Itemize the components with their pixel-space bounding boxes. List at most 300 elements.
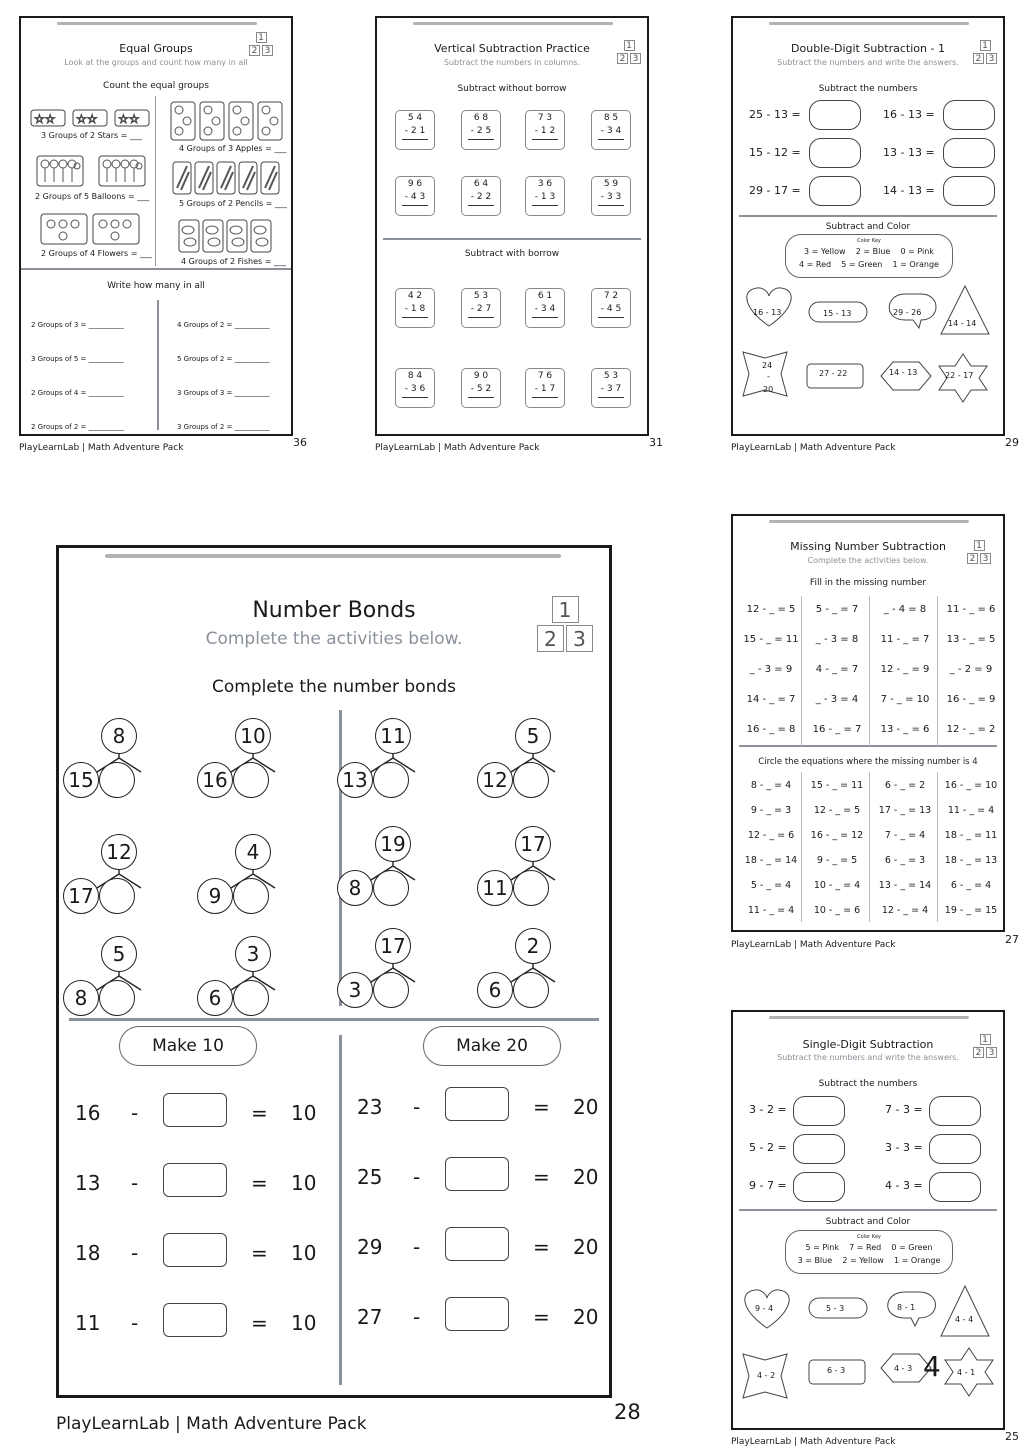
bond-part-circle: 17 [63,878,99,914]
write-how-many-right [177,308,292,444]
answer-box[interactable] [929,1134,981,1164]
bond-empty-circle[interactable] [373,972,409,1008]
equation-cell[interactable]: 12 - _ = 2 [946,724,996,735]
shape-label: 4 - 3 [894,1364,913,1373]
answer-line [402,317,428,318]
answer-line [598,205,624,206]
answer-line [598,397,624,398]
section-heading: Count the equal groups [103,81,209,91]
vertical-subtraction-card[interactable] [591,176,631,216]
number-block-cube: 3 [986,1047,997,1058]
shape-label: 4 - 2 [757,1371,776,1380]
minuend: 5 3 [603,371,619,381]
minus-sign: - [413,1095,421,1119]
number-block-cube: 2 [973,53,984,64]
bond-part-circle: 6 [477,972,513,1008]
page-footer: PlayLearnLab | Math Adventure Pack [731,1437,896,1447]
top-bar [769,22,969,25]
bond-part-circle: 11 [477,870,513,906]
color-key-row: 4 = Red 5 = Green 1 = Orange [799,260,939,269]
svg-text:☆☆: ☆☆ [34,112,56,126]
worksheet-page-25 [731,1010,1005,1430]
answer-box[interactable] [929,1096,981,1126]
equation: 29 - 17 = [749,184,801,197]
answer-line [402,397,428,398]
page-number: 29 [1005,436,1019,449]
number-block-cube: 3 [986,53,997,64]
equal-groups-item: 4 Groups of 2 Fishes = ___ [181,257,286,266]
bond-empty-circle[interactable] [373,762,409,798]
equation-cell[interactable]: 16 - _ = 9 [946,694,996,705]
bond-whole-circle: 11 [375,718,411,754]
answer-line [468,317,494,318]
bond-whole-circle: 5 [101,936,137,972]
number-blocks-icon [617,40,645,66]
bond-empty-circle[interactable] [99,762,135,798]
equation-cell[interactable]: 16 - _ = 7 [812,724,862,735]
number-blocks-icon [967,540,999,566]
grid-divider [801,596,802,746]
bond-empty-circle[interactable] [513,972,549,1008]
equation-cell[interactable]: 16 - _ = 10 [944,780,998,791]
grid-divider [869,772,870,922]
equation-line[interactable]: 2 Groups of 4 = __________ [31,389,124,397]
page-subtitle: Subtract the numbers and write the answers. [777,58,959,67]
equation-line[interactable]: 2 Groups of 3 = __________ [31,321,124,329]
shape-label: 14 - 13 [889,368,918,377]
answer-box[interactable] [943,100,995,130]
number-block-cube: 1 [974,540,985,551]
answer-box[interactable] [809,100,861,130]
subtrahend: - 3 4 [534,304,556,314]
bond-empty-circle[interactable] [373,870,409,906]
equation-cell[interactable]: 5 - _ = 4 [750,880,792,891]
stars-picture [31,108,151,128]
page-footer: PlayLearnLab | Math Adventure Pack [731,443,896,453]
equation-cell[interactable]: 17 - _ = 13 [878,805,932,816]
vertical-subtraction-card[interactable] [461,368,501,408]
equation-cell[interactable]: 7 - _ = 4 [884,830,926,841]
answer-box[interactable] [445,1087,509,1121]
bond-empty-circle[interactable] [513,762,549,798]
bond-whole-circle: 17 [515,826,551,862]
minuend: 6 1 [537,291,553,301]
equal-groups-item: 4 Groups of 3 Apples = ___ [179,144,287,153]
answer-box[interactable] [163,1163,227,1197]
equation-cell[interactable]: 6 - _ = 4 [950,880,992,891]
equation: 5 - 2 = [749,1141,787,1154]
minuend: 8 5 [603,113,619,123]
equals-sign: = [251,1171,268,1195]
answer-box[interactable] [943,176,995,206]
equals-sign: = [251,1241,268,1265]
answer-box[interactable] [793,1172,845,1202]
equation-cell[interactable]: 18 - _ = 13 [944,855,998,866]
top-bar [769,520,969,523]
equation-cell[interactable]: 19 - _ = 15 [944,905,998,916]
equation-cell[interactable]: 10 - _ = 4 [813,880,861,891]
page-number: 31 [649,436,663,449]
equation-cell[interactable]: 9 - _ = 5 [816,855,858,866]
worksheet-page-36 [19,16,293,436]
bond-part-circle: 16 [197,762,233,798]
subtrahend: - 4 5 [600,304,622,314]
equation: 4 - 3 = [885,1179,923,1192]
section-heading: Circle the equations where the missing number is 4 [758,757,978,767]
equation-cell[interactable]: 10 - _ = 6 [813,905,861,916]
minuend: 7 6 [537,371,553,381]
subtrahend: - 3 7 [600,384,622,394]
divider [69,1018,599,1021]
bond-whole-circle: 8 [101,718,137,754]
top-bar [105,554,561,558]
number-block-cube: 1 [624,40,635,51]
equation-line[interactable]: 3 Groups of 5 = __________ [31,355,124,363]
number-block-cube: 2 [973,1047,984,1058]
answer-line [468,205,494,206]
number-blocks-icon [973,1034,1001,1060]
worksheet-page-27 [731,514,1005,932]
divider [155,96,156,266]
answer-line [468,139,494,140]
equals-sign: = [251,1311,268,1335]
page-footer: PlayLearnLab | Math Adventure Pack [19,443,184,453]
minuend: 8 4 [407,371,423,381]
minuend: 18 [75,1241,101,1265]
page-footer: PlayLearnLab | Math Adventure Pack [56,1414,367,1434]
top-bar [57,22,257,25]
subtrahend: - 2 2 [470,192,492,202]
page-number: 27 [1005,933,1019,946]
equation: 16 - 13 = [883,108,935,121]
equation-cell[interactable]: 14 - _ = 7 [746,694,796,705]
subtrahend: - 2 5 [470,126,492,136]
worksheet-page-31 [375,16,649,436]
equation-cell[interactable]: 9 - _ = 3 [750,805,792,816]
equation-cell[interactable]: 12 - _ = 4 [881,905,929,916]
divider [339,1035,342,1385]
equation-cell[interactable]: 12 - _ = 5 [746,604,796,615]
subtrahend: - 2 1 [404,126,426,136]
shape-label: 24 [762,361,773,370]
vertical-subtraction-card[interactable] [525,176,565,216]
vertical-subtraction-card[interactable] [395,110,435,150]
equation-line[interactable]: 5 Groups of 2 = __________ [177,355,270,363]
divider [21,268,291,270]
number-block-cube: 1 [552,596,579,623]
subtrahend: - 1 2 [534,126,556,136]
vertical-subtraction-card[interactable] [461,176,501,216]
shape-label: 22 - 17 [945,371,974,380]
equation-cell[interactable]: 15 - _ = 11 [810,780,864,791]
equation-cell[interactable]: _ - 3 = 8 [815,634,859,645]
shape-label: 15 - 13 [823,309,852,318]
equation: 13 - 13 = [883,146,935,159]
equation: 7 - 3 = [885,1103,923,1116]
page-title: Number Bonds [252,598,416,623]
bond-part-circle: 13 [337,762,373,798]
vertical-subtraction-card[interactable] [591,288,631,328]
divider [339,710,342,1006]
equation-cell[interactable]: 18 - _ = 11 [944,830,998,841]
subtrahend: - 1 3 [534,192,556,202]
target-result: 10 [291,1101,317,1125]
fishes-picture [179,218,279,254]
answer-line [598,139,624,140]
minuend: 7 2 [603,291,619,301]
page-number: 25 [1005,1430,1019,1443]
section-heading: Subtract without borrow [457,84,567,94]
make-20-label: Make 20 [423,1026,561,1066]
bond-whole-circle: 10 [235,718,271,754]
equation-line[interactable]: 4 Groups of 2 = __________ [177,321,270,329]
equation-cell[interactable]: 11 - _ = 4 [947,805,995,816]
bond-part-circle: 9 [197,878,233,914]
bond-part-circle: 6 [197,980,233,1016]
bond-whole-circle: 17 [375,928,411,964]
answer-box[interactable] [943,138,995,168]
grid-divider [937,596,938,746]
shape-label: 4 - 4 [955,1315,974,1324]
answer-box[interactable] [809,138,861,168]
target-result: 20 [573,1235,599,1259]
number-blocks-icon [973,40,1001,66]
color-shapes [733,1284,1007,1414]
page-subtitle: Complete the activities below. [807,556,929,565]
flowers-picture [41,212,141,246]
number-block-cube: 1 [256,32,267,43]
color-key-row: 3 = Yellow 2 = Blue 0 = Pink [804,247,934,256]
bond-part-circle: 8 [63,980,99,1016]
color-key [785,234,953,278]
minuend: 16 [75,1101,101,1125]
equation-cell[interactable]: 13 - _ = 6 [880,724,930,735]
page-number: 36 [293,436,307,449]
number-block-cube: 3 [262,45,273,56]
bond-whole-circle: 5 [515,718,551,754]
page-subtitle: Subtract the numbers and write the answers. [777,1053,959,1062]
equation-cell[interactable]: _ - 3 = 4 [815,694,859,705]
bond-whole-circle: 4 [235,834,271,870]
number-blocks-icon [249,32,281,58]
subtrahend: - 1 7 [534,384,556,394]
number-block-cube: 1 [980,40,991,51]
subtrahend: - 5 2 [470,384,492,394]
number-block-cube: 2 [537,625,564,652]
answer-line [532,317,558,318]
svg-text:☆☆: ☆☆ [118,112,140,126]
equation-cell[interactable]: 6 - _ = 2 [884,780,926,791]
vertical-subtraction-card[interactable] [525,288,565,328]
page-title: Equal Groups [119,42,193,55]
equation-cell[interactable]: 7 - _ = 10 [880,694,930,705]
shape-label: 16 - 13 [753,308,782,317]
triangle-shape [941,1286,989,1336]
answer-box[interactable] [445,1297,509,1331]
page-subtitle: Look at the groups and count how many in all [64,58,248,67]
equation: 15 - 12 = [749,146,801,159]
minuend: 27 [357,1305,383,1329]
section-heading: Subtract with borrow [464,249,560,259]
bond-whole-circle: 2 [515,928,551,964]
equation-cell[interactable]: 11 - _ = 4 [747,905,795,916]
page-title: Double-Digit Subtraction - 1 [791,42,945,55]
balloons-picture [37,154,147,188]
apples-picture [171,100,285,142]
shape-label: 5 - 3 [826,1304,845,1313]
equation-cell[interactable]: 11 - _ = 7 [880,634,930,645]
equation: 14 - 13 = [883,184,935,197]
page-footer: PlayLearnLab | Math Adventure Pack [731,940,896,950]
equation-cell[interactable]: 16 - _ = 8 [746,724,796,735]
worksheet-page-28 [56,545,612,1398]
equation-cell[interactable]: 8 - _ = 4 [750,780,792,791]
vertical-subtraction-card[interactable] [461,288,501,328]
vertical-subtraction-card[interactable] [461,110,501,150]
bond-empty-circle[interactable] [99,980,135,1016]
equation-cell[interactable]: 11 - _ = 6 [946,604,996,615]
answer-box[interactable] [445,1157,509,1191]
heart-shape [747,288,791,326]
equation-cell[interactable]: 6 - _ = 3 [884,855,926,866]
minuend: 13 [75,1171,101,1195]
section-heading: Fill in the missing number [809,578,927,588]
shape-label: 8 - 1 [897,1303,916,1312]
subtrahend: - 1 8 [404,304,426,314]
page-subtitle: Subtract the numbers in columns. [443,58,581,67]
vertical-subtraction-card[interactable] [591,368,631,408]
minuend: 3 6 [537,179,553,189]
bond-empty-circle[interactable] [99,878,135,914]
minuend: 7 3 [537,113,553,123]
equation-cell[interactable]: 12 - _ = 6 [747,830,795,841]
minuend: 9 0 [473,371,489,381]
bond-part-circle: 8 [337,870,373,906]
vertical-subtraction-card[interactable] [395,368,435,408]
answer-box[interactable] [793,1096,845,1126]
section-heading: Write how many in all [107,281,205,291]
subtrahend: - 2 7 [470,304,492,314]
vertical-subtraction-card[interactable] [525,110,565,150]
equation-cell[interactable]: 13 - _ = 14 [878,880,932,891]
shape-label: - [767,372,770,381]
minus-sign: - [413,1235,421,1259]
equation-cell[interactable]: 16 - _ = 12 [810,830,864,841]
equation-cell[interactable]: 15 - _ = 11 [743,634,799,645]
answer-box[interactable] [929,1172,981,1202]
equation: 9 - 7 = [749,1179,787,1192]
bond-empty-circle[interactable] [513,870,549,906]
equation-cell[interactable]: 12 - _ = 5 [813,805,861,816]
answer-box[interactable] [163,1093,227,1127]
minuend: 25 [357,1165,383,1189]
section-heading: Subtract and Color [825,222,911,232]
target-result: 10 [291,1311,317,1335]
divider [739,1209,997,1211]
equation-cell[interactable]: 4 - _ = 7 [815,664,859,675]
target-result: 10 [291,1171,317,1195]
equation-cell[interactable]: _ - 3 = 9 [749,664,793,675]
minuend: 9 6 [407,179,423,189]
answer-box[interactable] [445,1227,509,1261]
minuend: 6 8 [473,113,489,123]
section-heading: Subtract the numbers [818,84,918,94]
equation-cell[interactable]: _ - 2 = 9 [949,664,993,675]
number-block-cube: 3 [630,53,641,64]
subtrahend: - 3 4 [600,126,622,136]
color-shapes [733,282,1007,412]
bond-empty-circle[interactable] [233,980,269,1016]
vertical-subtraction-card[interactable] [395,288,435,328]
equation-cell[interactable]: 13 - _ = 5 [946,634,996,645]
shape-label: 6 - 3 [827,1366,846,1375]
number-block-cube: 1 [980,1034,991,1045]
minuend: 23 [357,1095,383,1119]
shape-label: 29 - 26 [893,308,922,317]
minuend: 11 [75,1311,101,1335]
number-block-cube: 3 [566,625,593,652]
answer-box[interactable] [163,1233,227,1267]
answer-line [532,397,558,398]
color-key-title: Color Key [857,1234,881,1240]
equals-sign: = [533,1095,550,1119]
minus-sign: - [131,1241,139,1265]
svg-text:☆☆: ☆☆ [76,112,98,126]
bond-whole-circle: 3 [235,936,271,972]
equation-line[interactable]: 2 Groups of 2 = __________ [31,423,124,431]
grid-divider [937,772,938,922]
page-subtitle: Complete the activities below. [205,629,463,649]
equation-cell[interactable]: _ - 4 = 8 [883,604,927,615]
answer-box[interactable] [793,1134,845,1164]
equation-line[interactable]: 3 Groups of 3 = __________ [177,389,270,397]
answer-line [532,205,558,206]
worksheet-page-29 [731,16,1005,436]
minuend: 4 2 [407,291,423,301]
top-bar [769,1016,969,1019]
equation-cell[interactable]: 12 - _ = 9 [880,664,930,675]
equation: 3 - 3 = [885,1141,923,1154]
answer-box[interactable] [163,1303,227,1337]
subtrahend: - 4 3 [404,192,426,202]
equals-sign: = [533,1305,550,1329]
equal-groups-item: 3 Groups of 2 Stars = ___ [41,131,142,140]
equals-sign: = [533,1235,550,1259]
answer-box[interactable] [809,176,861,206]
equation-cell[interactable]: 5 - _ = 7 [815,604,859,615]
color-key [785,1230,953,1274]
shape-label: 4 - 1 [957,1368,976,1377]
divider [383,238,641,240]
number-block-cube: 2 [967,553,978,564]
bond-empty-circle[interactable] [233,762,269,798]
vertical-subtraction-card[interactable] [395,176,435,216]
subtrahend: - 3 3 [600,192,622,202]
number-block-cube: 3 [980,553,991,564]
minus-sign: - [131,1311,139,1335]
section-heading: Subtract the numbers [818,1079,918,1089]
make-10-label: Make 10 [119,1026,257,1066]
equation-line[interactable]: 3 Groups of 2 = __________ [177,423,270,431]
equation-cell[interactable]: 18 - _ = 14 [744,855,798,866]
page-footer: PlayLearnLab | Math Adventure Pack [375,443,540,453]
shape-label: 20 [763,385,774,394]
vertical-subtraction-card[interactable] [525,368,565,408]
page-title: Missing Number Subtraction [790,540,946,553]
vertical-subtraction-card[interactable] [591,110,631,150]
bond-empty-circle[interactable] [233,878,269,914]
color-key-row: 5 = Pink 7 = Red 0 = Green [805,1243,933,1252]
